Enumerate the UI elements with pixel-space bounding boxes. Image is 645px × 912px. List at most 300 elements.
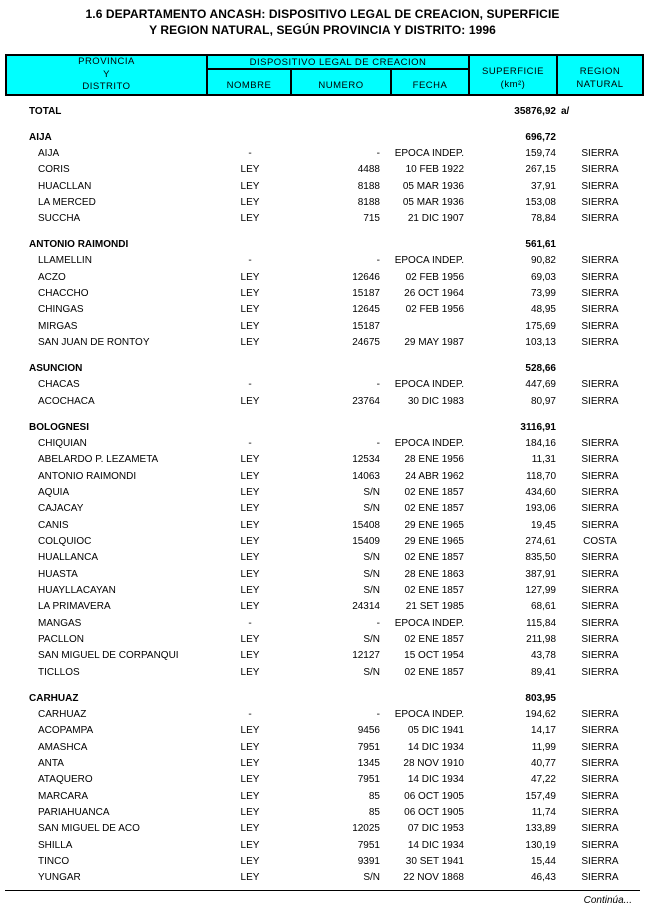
cell-superficie: 193,06 <box>525 503 556 515</box>
district-row <box>5 804 644 820</box>
total-superficie: 35876,92 <box>514 105 556 117</box>
cell-region: SIERRA <box>581 601 619 613</box>
cell-superficie: 11,74 <box>531 806 556 818</box>
cell-numero: 9391 <box>357 855 380 867</box>
page-title-line2: Y REGION NATURAL, SEGÚN PROVINCIA Y DISTRITO: 1996 <box>149 23 496 37</box>
cell-fecha: 30 DIC 1983 <box>407 395 464 407</box>
cell-nombre: LEY <box>240 774 260 786</box>
cell-nombre: LEY <box>240 633 260 645</box>
cell-numero: - <box>376 379 380 391</box>
cell-region: SIERRA <box>581 855 619 867</box>
cell-numero: S/N <box>363 552 380 564</box>
cell-region: SIERRA <box>581 617 619 629</box>
cell-superficie: 40,77 <box>530 757 556 769</box>
cell-distrito: LLAMELLIN <box>38 255 92 267</box>
cell-fecha: EPOCA INDEP. <box>394 617 464 629</box>
cell-fecha: 29 MAY 1987 <box>404 337 464 349</box>
cell-distrito: HUASTA <box>38 568 78 580</box>
cell-distrito: SAN MIGUEL DE ACO <box>38 823 140 835</box>
cell-nombre: LEY <box>240 320 260 332</box>
cell-fecha: 02 FEB 1956 <box>405 304 464 316</box>
cell-distrito: LA MERCED <box>38 196 96 208</box>
district-row <box>5 334 644 350</box>
cell-fecha: 02 FEB 1956 <box>405 271 464 283</box>
cell-nombre: LEY <box>240 839 260 851</box>
district-row <box>5 162 644 178</box>
cell-region: SIERRA <box>581 552 619 564</box>
cell-distrito: SAN JUAN DE RONTOY <box>38 337 150 349</box>
cell-nombre: - <box>248 255 252 267</box>
cell-numero: 7951 <box>357 839 380 851</box>
cell-distrito: MANGAS <box>38 617 82 629</box>
cell-numero: 12645 <box>352 304 380 316</box>
cell-numero: - <box>376 437 380 449</box>
cell-region: SIERRA <box>581 395 619 407</box>
cell-numero: 8188 <box>357 180 380 192</box>
cell-fecha: EPOCA INDEP. <box>394 255 464 267</box>
cell-region: SIERRA <box>581 147 619 159</box>
cell-distrito: AQUIA <box>38 486 70 498</box>
cell-superficie: 15,44 <box>530 855 556 867</box>
cell-numero: 14063 <box>352 470 380 482</box>
cell-numero: 85 <box>368 806 380 818</box>
cell-distrito: ANTONIO RAIMONDI <box>38 470 137 482</box>
cell-distrito: CHINGAS <box>38 304 84 316</box>
cell-numero: 7951 <box>357 741 380 753</box>
district-row <box>5 723 644 739</box>
cell-region: SIERRA <box>581 790 619 802</box>
cell-distrito: CHIQUIAN <box>38 437 87 449</box>
district-row <box>5 468 644 484</box>
cell-superficie: 184,16 <box>525 437 556 449</box>
cell-region: SIERRA <box>581 823 619 835</box>
cell-superficie: 133,89 <box>525 823 556 835</box>
cell-region: SIERRA <box>581 213 619 225</box>
cell-superficie: 803,95 <box>525 692 556 704</box>
cell-superficie: 11,31 <box>531 454 556 466</box>
cell-numero: - <box>376 617 380 629</box>
cell-superficie: 14,17 <box>530 725 556 737</box>
cell-numero: 15409 <box>352 535 380 547</box>
cell-fecha: 24 ABR 1962 <box>405 470 464 482</box>
cell-fecha: 05 DIC 1941 <box>407 725 464 737</box>
cell-nombre: - <box>248 147 252 159</box>
cell-numero: 15408 <box>352 519 380 531</box>
cell-region: SIERRA <box>581 271 619 283</box>
cell-numero: 12025 <box>352 823 380 835</box>
cell-region: SIERRA <box>581 725 619 737</box>
district-row <box>5 772 644 788</box>
cell-nombre: LEY <box>240 725 260 737</box>
cell-nombre: LEY <box>240 395 260 407</box>
cell-distrito: CARHUAZ <box>38 708 87 720</box>
cell-region: SIERRA <box>581 650 619 662</box>
cell-superficie: 267,15 <box>525 164 556 176</box>
cell-superficie: 274,61 <box>525 535 556 547</box>
cell-nombre: LEY <box>240 568 260 580</box>
total-label: TOTAL <box>29 105 62 117</box>
header-superficie <box>470 56 558 94</box>
cell-nombre: LEY <box>240 454 260 466</box>
cell-numero: 4488 <box>357 164 380 176</box>
cell-superficie: 118,70 <box>526 470 556 482</box>
footer-divider <box>5 890 640 891</box>
cell-fecha: EPOCA INDEP. <box>394 708 464 720</box>
district-row <box>5 739 644 755</box>
cell-distrito: AIJA <box>38 147 60 159</box>
header-provincia-line2: Y <box>103 68 110 80</box>
district-row <box>5 211 644 227</box>
cell-distrito: ATAQUERO <box>38 774 93 786</box>
cell-superficie: 48,95 <box>530 304 556 316</box>
cell-numero: 7951 <box>357 774 380 786</box>
province-row <box>5 419 644 435</box>
cell-distrito: LA PRIMAVERA <box>38 601 111 613</box>
cell-distrito: CHACCHO <box>38 288 89 300</box>
cell-distrito: TICLLOS <box>38 666 80 678</box>
cell-fecha: 06 OCT 1905 <box>404 806 464 818</box>
cell-distrito: HUAYLLACAYAN <box>38 584 116 596</box>
cell-fecha: 15 OCT 1954 <box>404 650 464 662</box>
cell-distrito: SAN MIGUEL DE CORPANQUI <box>38 650 179 662</box>
cell-nombre: LEY <box>240 535 260 547</box>
header-nombre: NOMBRE <box>208 70 292 94</box>
header-region <box>558 56 642 94</box>
province-row <box>5 690 644 706</box>
cell-superficie: 80,97 <box>530 395 556 407</box>
cell-numero: S/N <box>363 503 380 515</box>
district-row <box>5 501 644 517</box>
cell-numero: 715 <box>363 213 380 225</box>
cell-nombre: - <box>248 617 252 629</box>
cell-numero: 23764 <box>352 395 380 407</box>
cell-distrito: MARCARA <box>38 790 89 802</box>
cell-fecha: 05 MAR 1936 <box>402 196 464 208</box>
cell-superficie: 68,61 <box>530 601 556 613</box>
total-row <box>5 103 644 119</box>
cell-fecha: 29 ENE 1965 <box>404 519 464 531</box>
cell-distrito: MIRGAS <box>38 320 78 332</box>
district-row <box>5 285 644 301</box>
cell-fecha: 02 ENE 1857 <box>404 584 464 596</box>
cell-fecha: 14 DIC 1934 <box>407 839 464 851</box>
cell-numero: 24675 <box>352 337 380 349</box>
cell-fecha: 02 ENE 1857 <box>404 552 464 564</box>
cell-nombre: - <box>248 437 252 449</box>
district-row <box>5 452 644 468</box>
cell-region: SIERRA <box>581 839 619 851</box>
header-provincia-line3: DISTRITO <box>82 81 131 93</box>
cell-region: SIERRA <box>581 196 619 208</box>
cell-region: SIERRA <box>581 320 619 332</box>
cell-nombre: LEY <box>240 823 260 835</box>
cell-fecha: EPOCA INDEP. <box>394 437 464 449</box>
cell-fecha: 02 ENE 1857 <box>404 486 464 498</box>
cell-distrito: ACOCHACA <box>38 395 95 407</box>
continua-label: Continúa... <box>583 894 632 906</box>
cell-superficie: 89,41 <box>530 666 556 678</box>
cell-numero: S/N <box>363 633 380 645</box>
cell-superficie: 434,60 <box>525 486 556 498</box>
cell-numero: 15187 <box>352 320 380 332</box>
cell-superficie: 153,08 <box>525 196 556 208</box>
cell-superficie: 73,99 <box>530 288 556 300</box>
cell-nombre: LEY <box>240 757 260 769</box>
cell-distrito: AMASHCA <box>38 741 88 753</box>
district-row <box>5 755 644 771</box>
cell-nombre: LEY <box>240 584 260 596</box>
header-fecha: FECHA <box>392 70 470 94</box>
cell-distrito: CAJACAY <box>38 503 84 515</box>
cell-region: SIERRA <box>581 757 619 769</box>
cell-numero: S/N <box>363 486 380 498</box>
cell-superficie: 43,78 <box>530 650 556 662</box>
cell-numero: - <box>376 255 380 267</box>
header-superficie-line2: (km²) <box>500 79 526 90</box>
district-row <box>5 435 644 451</box>
district-row <box>5 194 644 210</box>
district-row <box>5 664 644 680</box>
table-header <box>5 54 644 96</box>
cell-nombre: LEY <box>240 503 260 515</box>
cell-nombre: LEY <box>240 486 260 498</box>
cell-superficie: 37,91 <box>530 180 556 192</box>
cell-nombre: LEY <box>240 288 260 300</box>
cell-region: SIERRA <box>581 470 619 482</box>
header-dispositivo-legal-group: DISPOSITIVO LEGAL DE CREACION <box>208 56 470 70</box>
cell-distrito: ACOPAMPA <box>38 725 94 737</box>
header-numero: NUMERO <box>292 70 392 94</box>
cell-region: SIERRA <box>581 519 619 531</box>
cell-superficie: 130,19 <box>525 839 556 851</box>
cell-superficie: 561,61 <box>525 239 556 251</box>
cell-nombre: LEY <box>240 213 260 225</box>
cell-fecha: 26 OCT 1964 <box>404 288 464 300</box>
header-provincia-line1: PROVINCIA <box>78 56 135 68</box>
cell-nombre: LEY <box>240 790 260 802</box>
district-row <box>5 253 644 269</box>
district-row <box>5 550 644 566</box>
cell-region: SIERRA <box>581 180 619 192</box>
district-row <box>5 837 644 853</box>
district-row <box>5 517 644 533</box>
header-provincia-distrito <box>7 56 208 94</box>
cell-nombre: LEY <box>240 872 260 884</box>
cell-numero: S/N <box>363 568 380 580</box>
cell-region: SIERRA <box>581 633 619 645</box>
cell-nombre: LEY <box>240 196 260 208</box>
cell-superficie: 19,45 <box>530 519 556 531</box>
cell-region: SIERRA <box>581 872 619 884</box>
cell-superficie: 835,50 <box>525 552 556 564</box>
cell-region: SIERRA <box>581 288 619 300</box>
cell-fecha: 21 SET 1985 <box>405 601 464 613</box>
cell-distrito: SHILLA <box>38 839 73 851</box>
cell-superficie: 69,03 <box>530 271 556 283</box>
cell-region: SIERRA <box>581 337 619 349</box>
header-superficie-line1: SUPERFICIE <box>481 66 544 77</box>
cell-region: SIERRA <box>581 584 619 596</box>
cell-superficie: 387,91 <box>525 568 556 580</box>
total-footnote: a/ <box>561 105 570 117</box>
cell-region: SIERRA <box>581 379 619 391</box>
cell-nombre: - <box>248 708 252 720</box>
district-row <box>5 484 644 500</box>
cell-superficie: 103,13 <box>525 337 556 349</box>
province-row <box>5 360 644 376</box>
cell-numero: 15187 <box>352 288 380 300</box>
cell-fecha: EPOCA INDEP. <box>394 379 464 391</box>
cell-numero: S/N <box>363 872 380 884</box>
header-region-line2: NATURAL <box>576 79 624 90</box>
cell-numero: 85 <box>368 790 380 802</box>
cell-numero: 8188 <box>357 196 380 208</box>
cell-distrito: CORIS <box>38 164 70 176</box>
cell-provincia: AIJA <box>29 131 52 143</box>
cell-distrito: ANTA <box>38 757 64 769</box>
page-title <box>0 0 645 38</box>
district-row <box>5 145 644 161</box>
district-row <box>5 269 644 285</box>
cell-region: SIERRA <box>581 666 619 678</box>
cell-superficie: 47,22 <box>530 774 556 786</box>
cell-region: SIERRA <box>581 503 619 515</box>
cell-region: SIERRA <box>581 708 619 720</box>
district-row <box>5 582 644 598</box>
cell-nombre: LEY <box>240 601 260 613</box>
cell-nombre: LEY <box>240 666 260 678</box>
cell-superficie: 157,49 <box>525 790 556 802</box>
cell-numero: - <box>376 708 380 720</box>
cell-nombre: LEY <box>240 650 260 662</box>
cell-distrito: HUALLANCA <box>38 552 99 564</box>
cell-fecha: 02 ENE 1857 <box>404 503 464 515</box>
cell-region: SIERRA <box>581 164 619 176</box>
cell-fecha: 14 DIC 1934 <box>407 774 464 786</box>
cell-fecha: 05 MAR 1936 <box>402 180 464 192</box>
cell-fecha: 29 ENE 1965 <box>404 535 464 547</box>
cell-nombre: LEY <box>240 552 260 564</box>
district-row <box>5 302 644 318</box>
cell-region: SIERRA <box>581 774 619 786</box>
district-row <box>5 533 644 549</box>
cell-numero: S/N <box>363 666 380 678</box>
district-row <box>5 377 644 393</box>
cell-distrito: CHACAS <box>38 379 80 391</box>
cell-numero: - <box>376 147 380 159</box>
cell-superficie: 211,98 <box>526 633 556 645</box>
district-row <box>5 615 644 631</box>
cell-distrito: SUCCHA <box>38 213 81 225</box>
cell-nombre: LEY <box>240 470 260 482</box>
cell-numero: 12646 <box>352 271 380 283</box>
cell-numero: 9456 <box>357 725 380 737</box>
district-row <box>5 706 644 722</box>
cell-numero: 12127 <box>352 650 380 662</box>
district-row <box>5 631 644 647</box>
cell-provincia: CARHUAZ <box>29 692 79 704</box>
cell-nombre: LEY <box>240 741 260 753</box>
cell-superficie: 127,99 <box>525 584 556 596</box>
cell-fecha: 10 FEB 1922 <box>405 164 464 176</box>
cell-nombre: LEY <box>240 304 260 316</box>
table-body <box>5 103 644 886</box>
cell-superficie: 696,72 <box>525 131 556 143</box>
cell-fecha: 28 ENE 1863 <box>404 568 464 580</box>
cell-region: SIERRA <box>581 806 619 818</box>
district-row <box>5 870 644 886</box>
cell-superficie: 194,62 <box>525 708 556 720</box>
page-title-line1: 1.6 DEPARTAMENTO ANCASH: DISPOSITIVO LEGAL DE CREACION, SUPERFICIE <box>85 7 560 21</box>
cell-nombre: LEY <box>240 337 260 349</box>
district-row <box>5 178 644 194</box>
cell-distrito: ABELARDO P. LEZAMETA <box>38 454 159 466</box>
cell-region: COSTA <box>583 535 617 547</box>
cell-superficie: 46,43 <box>530 872 556 884</box>
cell-distrito: CANIS <box>38 519 69 531</box>
cell-nombre: LEY <box>240 806 260 818</box>
cell-superficie: 90,82 <box>530 255 556 267</box>
district-row <box>5 788 644 804</box>
cell-superficie: 115,84 <box>526 617 556 629</box>
cell-fecha: 28 ENE 1956 <box>404 454 464 466</box>
header-region-line1: REGION <box>579 66 621 77</box>
cell-fecha: 07 DIC 1953 <box>407 823 464 835</box>
cell-fecha: 30 SET 1941 <box>405 855 464 867</box>
cell-distrito: PACLLON <box>38 633 84 645</box>
cell-distrito: COLQUIOC <box>38 535 92 547</box>
district-row <box>5 393 644 409</box>
cell-nombre: LEY <box>240 519 260 531</box>
cell-nombre: - <box>248 379 252 391</box>
district-row <box>5 318 644 334</box>
cell-superficie: 11,99 <box>531 741 556 753</box>
cell-superficie: 159,74 <box>525 147 556 159</box>
province-row <box>5 129 644 145</box>
district-row <box>5 599 644 615</box>
cell-superficie: 3116,91 <box>520 421 556 433</box>
cell-numero: 12534 <box>352 454 380 466</box>
cell-superficie: 528,66 <box>525 362 556 374</box>
cell-region: SIERRA <box>581 454 619 466</box>
cell-nombre: LEY <box>240 271 260 283</box>
cell-region: SIERRA <box>581 255 619 267</box>
cell-superficie: 78,84 <box>530 213 556 225</box>
cell-region: SIERRA <box>581 568 619 580</box>
district-row <box>5 566 644 582</box>
cell-numero: 1345 <box>357 757 380 769</box>
cell-fecha: 14 DIC 1934 <box>407 741 464 753</box>
cell-nombre: LEY <box>240 180 260 192</box>
cell-superficie: 175,69 <box>525 320 556 332</box>
cell-distrito: HUACLLAN <box>38 180 92 192</box>
district-row <box>5 853 644 869</box>
province-row <box>5 236 644 252</box>
cell-distrito: TINCO <box>38 855 70 867</box>
cell-numero: S/N <box>363 584 380 596</box>
cell-provincia: ANTONIO RAIMONDI <box>29 239 129 251</box>
cell-fecha: 21 DIC 1907 <box>407 213 464 225</box>
cell-fecha: 28 NOV 1910 <box>403 757 464 769</box>
cell-region: SIERRA <box>581 486 619 498</box>
cell-distrito: PARIAHUANCA <box>38 806 110 818</box>
cell-nombre: LEY <box>240 855 260 867</box>
cell-region: SIERRA <box>581 304 619 316</box>
cell-fecha: 06 OCT 1905 <box>404 790 464 802</box>
cell-fecha: EPOCA INDEP. <box>394 147 464 159</box>
cell-superficie: 447,69 <box>525 379 556 391</box>
cell-fecha: 02 ENE 1857 <box>404 666 464 678</box>
